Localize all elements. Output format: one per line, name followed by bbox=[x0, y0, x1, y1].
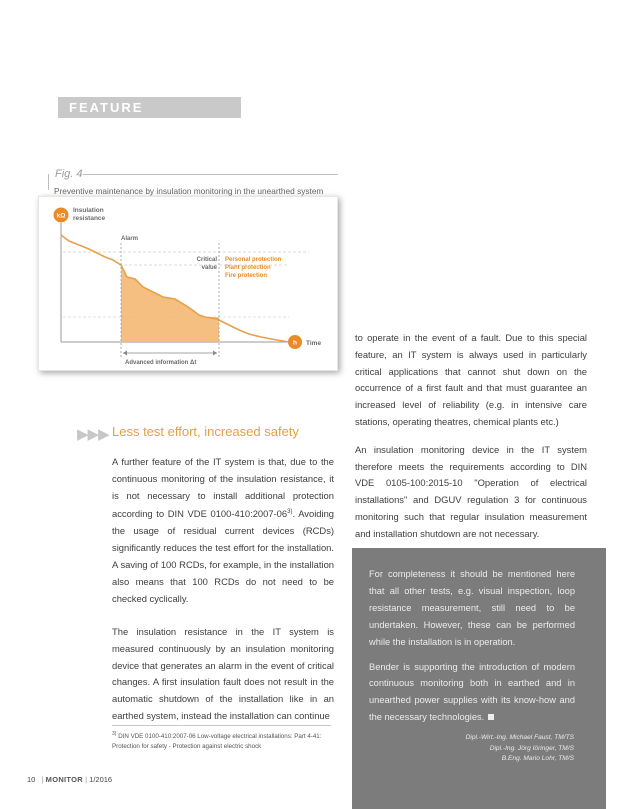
footer-separator: | bbox=[83, 775, 90, 784]
footnote-text: Protection for safety - Protection against electric shock bbox=[112, 742, 262, 750]
footnote-marker: 3) bbox=[112, 731, 117, 737]
footnote-ref: 3) bbox=[287, 509, 293, 516]
footnote bbox=[112, 730, 334, 751]
author-list bbox=[420, 733, 574, 765]
figure-label: Fig. 4 bbox=[55, 168, 83, 180]
paragraph bbox=[112, 454, 334, 607]
legend-item: Plant protection bbox=[225, 265, 271, 271]
figure-frame-rule bbox=[48, 174, 49, 190]
legend-item: Fire protection bbox=[225, 273, 268, 279]
page-footer bbox=[27, 775, 112, 784]
info-box-text bbox=[369, 566, 575, 726]
legend-item: Personal protection bbox=[225, 257, 282, 263]
footer-separator: | bbox=[37, 775, 46, 784]
y-label-line2: resistance bbox=[73, 215, 106, 222]
x-unit-text: h bbox=[293, 339, 297, 347]
y-unit-text: kΩ bbox=[56, 212, 66, 220]
y-label-line1: Insulation bbox=[73, 207, 104, 214]
figure-diagram bbox=[38, 196, 338, 371]
author: B.Eng. Mario Lohr, TM/S bbox=[501, 755, 574, 762]
warning-area bbox=[121, 265, 219, 342]
paragraph-text: . Avoiding the usage of residual current devices (RCDs) significantly reduces the test effort for the installation. A saving of 100 RCDs, for example, in the installation also means that 100 RCDs do not need to be checked cyclically. bbox=[112, 508, 334, 604]
paragraph-text: A further feature of the IT system is that, due to the continuous monitoring of the insulation resistance, it is not necessary to install additional protection according to DIN VDE 0100-410:2007-06 bbox=[112, 456, 334, 520]
magazine-name: MONITOR bbox=[45, 775, 84, 784]
headline-arrows-icon: ▶▶▶ bbox=[77, 426, 109, 443]
info-paragraph: For completeness it should be mentioned here that all other tests, e.g. visual inspection, loop resistance measurement, still need to be undertaken. However, these can be performed while the installation is in operation. bbox=[369, 569, 575, 647]
paragraph: to operate in the event of a fault. Due to this special feature, an IT system is always used in particularly critical applications that cannot shut down on the occurrence of a first fault and that must guarantee an increased level of reliability (e.g. in intensive care stations, operating theatres, chemical plants etc.) bbox=[355, 332, 587, 427]
section-heading: Less test effort, increased safety bbox=[112, 424, 299, 439]
section-label: FEATURE bbox=[69, 100, 144, 115]
info-paragraph bbox=[369, 659, 575, 727]
issue-number: 1/2016 bbox=[89, 775, 113, 784]
info-paragraph-text: Bender is supporting the introduction of modern continuous monitoring both in earthed and in unearthed power supplies with its know-how and the necessary technologies. bbox=[369, 661, 575, 723]
advanced-info-label: Advanced information Δt bbox=[125, 360, 197, 366]
figure-caption: Preventive maintenance by insulation monitoring in the unearthed system bbox=[54, 186, 324, 196]
paragraph: The insulation resistance in the IT system is measured continuously by an insulation monitoring device that generates an alarm in the event of critical changes. A first insulation fault does not result in the automatic shutdown of the installation like in an earthed system, instead the installation can continue bbox=[112, 626, 334, 722]
footnote-rule bbox=[112, 725, 331, 726]
footnote-text: DIN VDE 0100-410:2007-06 Low-voltage electrical installations: Part 4-41: bbox=[118, 733, 322, 741]
critical-label-line2: value bbox=[201, 265, 217, 271]
author: Dipl.-Ing. Jörg Iöringer, TM/S bbox=[489, 744, 574, 752]
x-label: Time bbox=[306, 340, 322, 347]
arrowhead-left bbox=[123, 351, 127, 356]
arrowhead-right bbox=[213, 351, 217, 356]
alarm-label: Alarm bbox=[121, 236, 139, 242]
page-number: 10 bbox=[27, 775, 36, 784]
insulation-chart bbox=[39, 197, 337, 370]
right-column bbox=[355, 330, 587, 543]
left-column bbox=[112, 454, 334, 725]
section-banner bbox=[58, 97, 241, 118]
figure-header-rule bbox=[83, 174, 338, 175]
end-square-icon bbox=[488, 714, 494, 720]
paragraph: An insulation monitoring device in the IT system therefore meets the requirements according to DIN VDE 0105-100:2015-10 "Operation of electrical installations" and DGUV regulation 3 for continuous monitoring such that regular insulation measurement and installation shutdown are not necessary. bbox=[355, 443, 587, 539]
critical-label-line1: Critical bbox=[196, 257, 217, 263]
author: Dipl.-Wirt.-Ing. Michael Faust, TM/TS bbox=[465, 734, 574, 741]
